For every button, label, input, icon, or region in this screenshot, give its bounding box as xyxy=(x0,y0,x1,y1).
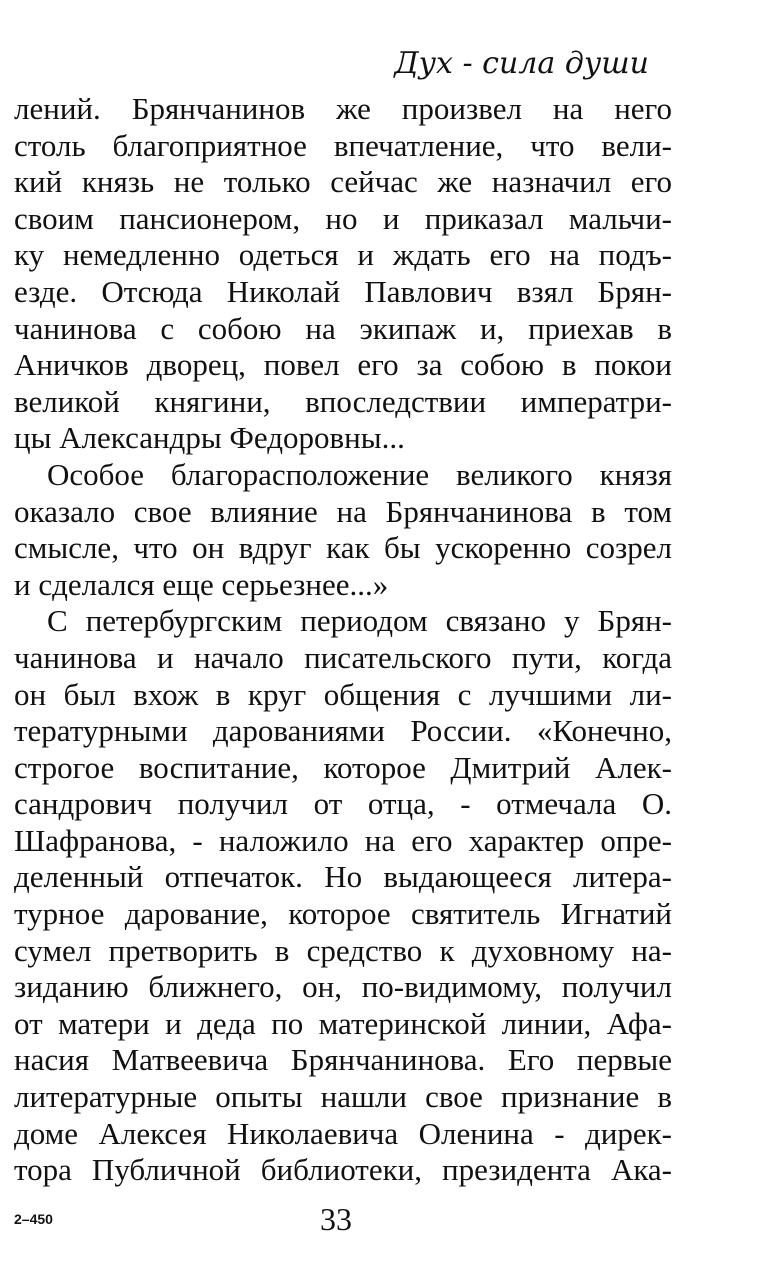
text-line: литературные опыты нашли свое признание в xyxy=(14,1079,672,1115)
text-line: великой княгини, впоследствии императри- xyxy=(14,383,672,419)
text-line: цы Александры Федоровны... xyxy=(14,420,405,456)
text-line: зиданию ближнего, он, по-видимому, получил xyxy=(14,969,672,1005)
text-line: и сделался еще серьезнее...» xyxy=(14,566,389,602)
text-line: оказало свое влияние на Брянчанинова в том xyxy=(14,493,672,529)
text-line: насия Матвеевича Брянчанинова. Его первые xyxy=(14,1042,672,1078)
text-line: смысле, что он вдруг как бы ускоренно созрел xyxy=(14,530,672,566)
text-line: доме Алексея Николаевича Оленина - дирек- xyxy=(14,1115,672,1151)
text-line: тора Публичной библиотеки, президента Ака- xyxy=(14,1152,672,1188)
text-line: столь благоприятное впечатление, что вели- xyxy=(14,127,672,163)
printer-signature-mark: 2–450 xyxy=(14,1211,53,1227)
text-line: лений. Брянчанинов же произвел на него xyxy=(14,91,672,126)
text-line: от матери и деда по материнской линии, Афа- xyxy=(14,1005,672,1041)
text-line: Шафранова, - наложило на его характер опре- xyxy=(14,822,672,858)
text-line: турное дарование, которое святитель Игнатий xyxy=(14,896,672,932)
text-line: деленный отпечаток. Но выдающееся литера- xyxy=(14,859,672,895)
text-line: чанинова с собою на экипаж и, приехав в xyxy=(14,310,672,346)
text-line: своим пансионером, но и приказал мальчи- xyxy=(14,200,672,236)
text-line: строгое воспитание, которое Дмитрий Алек- xyxy=(14,749,672,785)
text-line: сандрович получил от отца, - отмечала О. xyxy=(14,786,672,822)
body-text xyxy=(14,91,672,1189)
running-head: Дух - сила души xyxy=(394,46,649,81)
text-line: ку немедленно одеться и ждать его на подъ- xyxy=(14,237,672,273)
page-number: 33 xyxy=(320,1201,352,1237)
text-line: Аничков дворец, повел его за собою в покои xyxy=(14,347,672,383)
text-line: езде. Отсюда Николай Павлович взял Брян- xyxy=(14,273,672,309)
text-line: Особое благорасположение великого князя xyxy=(47,456,672,492)
text-line: тературными дарованиями России. «Конечно, xyxy=(14,713,672,749)
text-line: сумел претворить в средство к духовному на- xyxy=(14,932,672,968)
text-line: кий князь не только сейчас же назначил его xyxy=(14,164,672,200)
text-line: он был вхож в круг общения с лучшими ли- xyxy=(14,676,672,712)
text-line: чанинова и начало писательского пути, когда xyxy=(14,639,672,675)
text-line: С петербургским периодом связано у Брян- xyxy=(47,603,672,639)
